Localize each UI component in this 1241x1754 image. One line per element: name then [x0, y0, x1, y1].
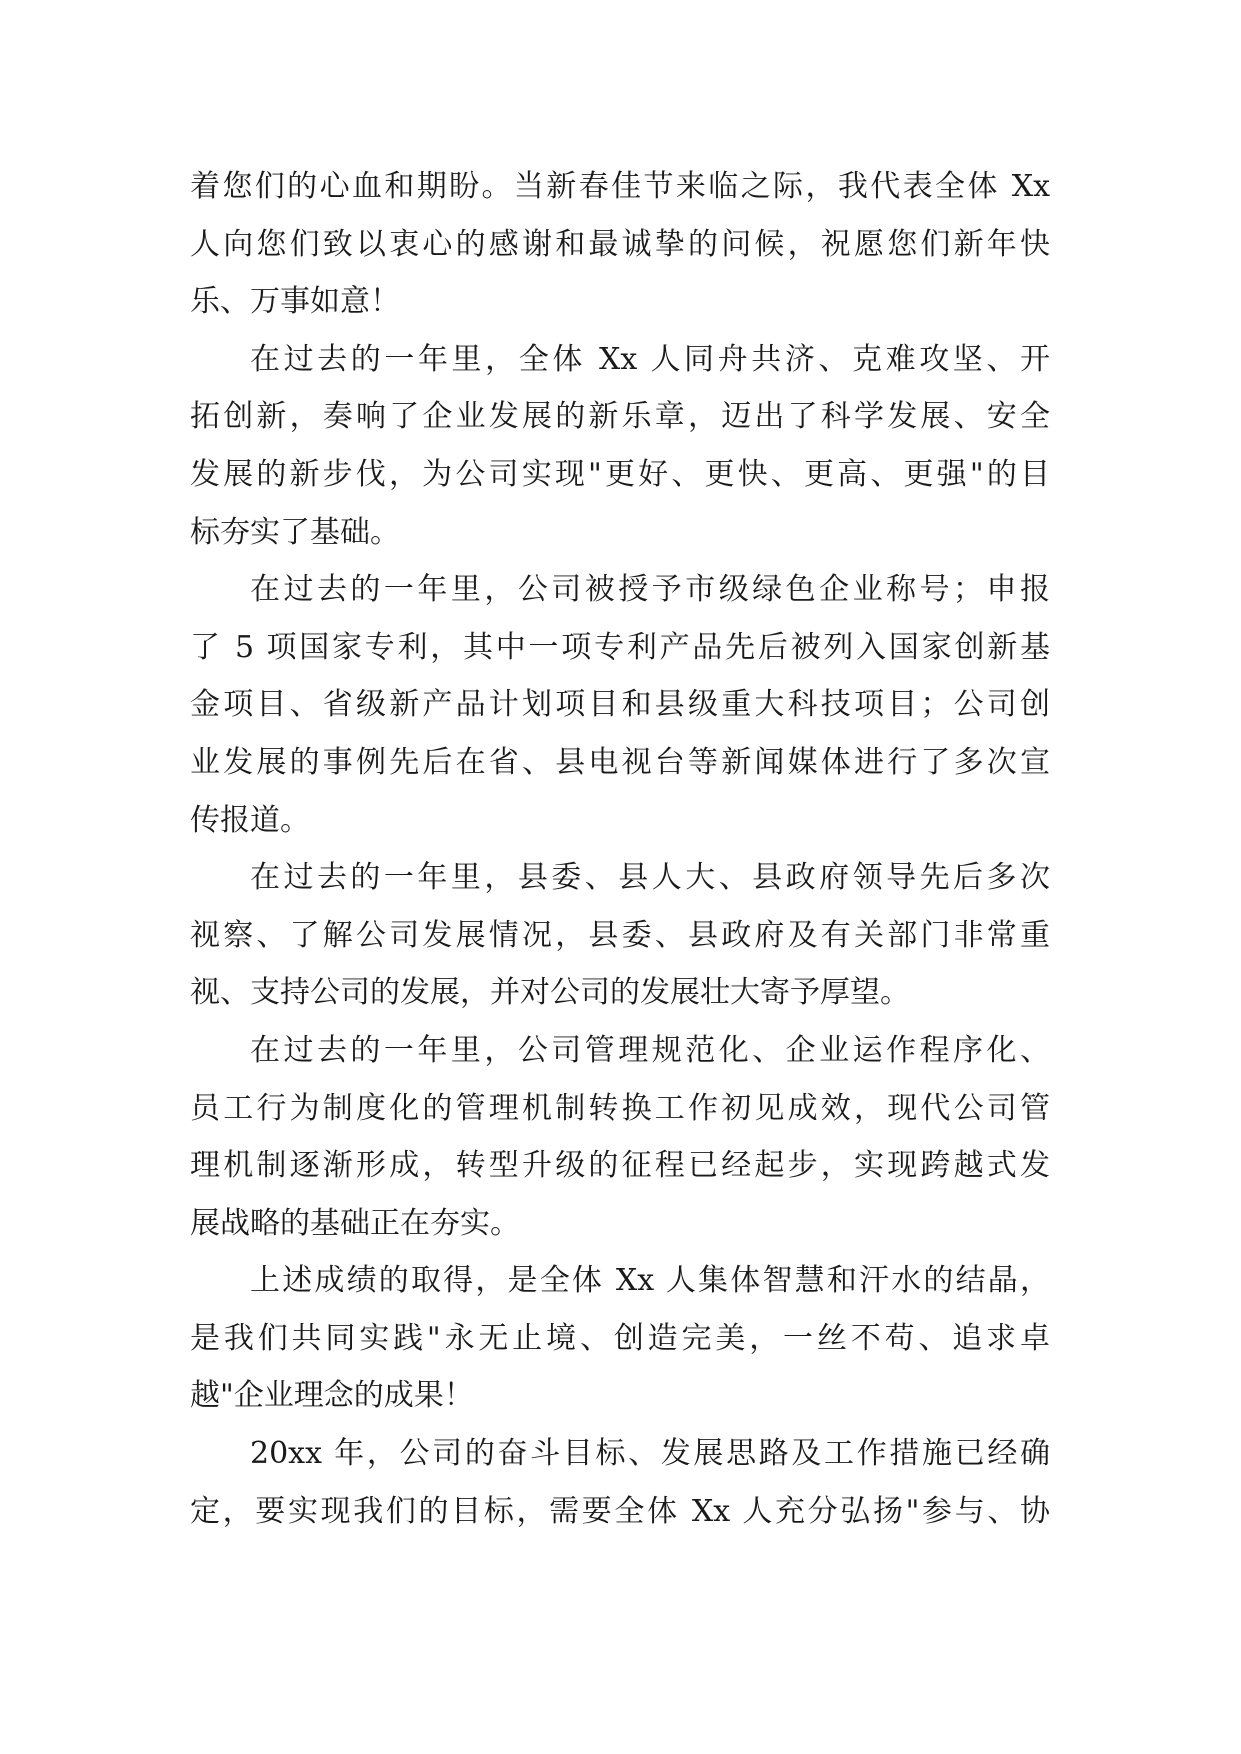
paragraph — [190, 331, 1050, 561]
text-line: 传报道。 — [190, 802, 310, 838]
text-line: 在过去的一年里，公司管理规范化、企业运作程序化、 — [250, 1032, 1050, 1068]
text-line: 金项目、省级新产品计划项目和县级重大科技项目；公司创 — [190, 687, 1050, 723]
paragraph — [190, 1425, 1050, 1540]
text-line: 拓创新，奏响了企业发展的新乐章，迈出了科学发展、安全 — [190, 399, 1050, 435]
text-line: 在过去的一年里，全体 Xx 人同舟共济、克难攻坚、开 — [250, 341, 1050, 377]
text-line: 人向您们致以衷心的感谢和最诚挚的问候，祝愿您们新年快 — [190, 226, 1050, 262]
body-text — [190, 158, 1050, 1540]
text-line: 发展的新步伐，为公司实现"更好、更快、更高、更强"的目 — [190, 456, 1050, 492]
text-line: 乐、万事如意！ — [190, 284, 400, 320]
text-line: 越"企业理念的成果！ — [190, 1378, 474, 1414]
paragraph — [190, 158, 1050, 331]
text-line: 标夯实了基础。 — [190, 514, 400, 550]
text-line: 上述成绩的取得，是全体 Xx 人集体智慧和汗水的结晶， — [250, 1263, 1050, 1299]
text-line: 视、支持公司的发展，并对公司的发展壮大寄予厚望。 — [190, 975, 910, 1011]
paragraph — [190, 1022, 1050, 1252]
text-line: 业发展的事例先后在省、县电视台等新闻媒体进行了多次宣 — [190, 744, 1050, 780]
text-line: 员工行为制度化的管理机制转换工作初见成效，现代公司管 — [190, 1090, 1050, 1126]
text-line: 是我们共同实践"永无止境、创造完美，一丝不苟、追求卓 — [190, 1320, 1050, 1356]
text-line: 在过去的一年里，县委、县人大、县政府领导先后多次 — [250, 860, 1050, 896]
text-line: 视察、了解公司发展情况，县委、县政府及有关部门非常重 — [190, 917, 1050, 953]
paragraph — [190, 1252, 1050, 1425]
paragraph — [190, 561, 1050, 849]
paragraph — [190, 849, 1050, 1022]
text-line: 在过去的一年里，公司被授予市级绿色企业称号；申报 — [250, 572, 1050, 608]
text-line: 了 5 项国家专利，其中一项专利产品先后被列入国家创新基 — [190, 629, 1050, 665]
text-line: 理机制逐渐形成，转型升级的征程已经起步，实现跨越式发 — [190, 1148, 1050, 1184]
text-line: 20xx 年，公司的奋斗目标、发展思路及工作措施已经确 — [250, 1436, 1050, 1472]
text-line: 着您们的心血和期盼。当新春佳节来临之际，我代表全体 Xx — [190, 169, 1050, 204]
text-line: 定，要实现我们的目标，需要全体 Xx 人充分弘扬"参与、协 — [190, 1493, 1050, 1529]
text-line: 展战略的基础正在夯实。 — [190, 1205, 520, 1241]
